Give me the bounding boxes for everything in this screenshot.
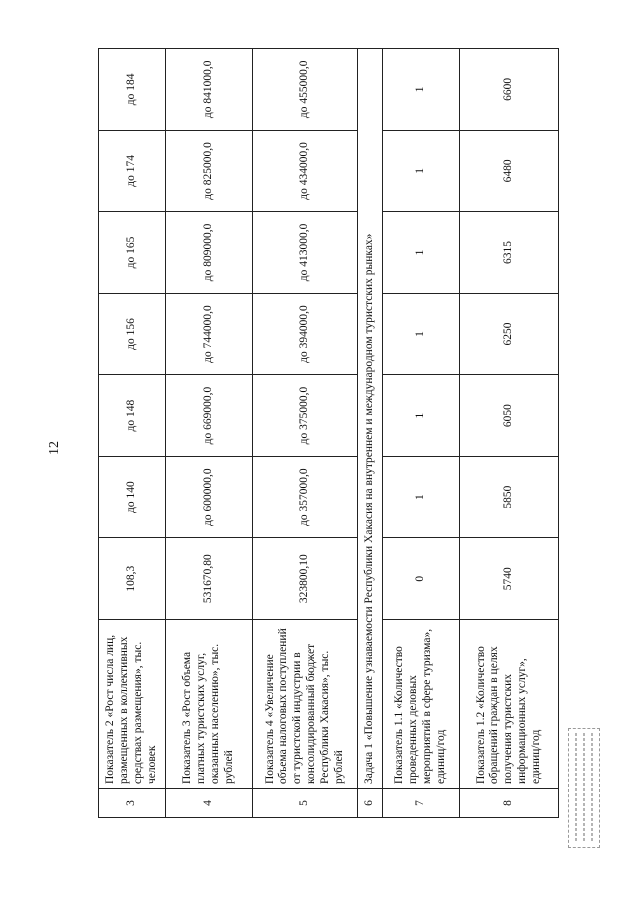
stamp-line (591, 733, 593, 843)
table-row (460, 49, 559, 818)
page-number: 12 (47, 441, 62, 455)
indicators-table (98, 48, 559, 818)
indicator-name: Показатель 1.2 «Количество обращений граждан в целях получения туристских информационных услуг», единиц/год (460, 620, 559, 789)
table-row (383, 49, 460, 818)
value-cell: 6315 (460, 212, 559, 294)
value-cell: до 744000,0 (166, 293, 253, 375)
table-row (253, 49, 358, 818)
value-cell: до 148 (99, 375, 166, 457)
value-cell: до 600000,0 (166, 456, 253, 538)
value-cell: до 357000,0 (253, 456, 358, 538)
row-number: 3 (99, 789, 166, 818)
value-cell: до 455000,0 (253, 49, 358, 131)
value-cell: до 841000,0 (166, 49, 253, 131)
value-cell: до 669000,0 (166, 375, 253, 457)
value-cell: до 165 (99, 212, 166, 294)
stamp-line (583, 733, 585, 843)
value-cell: до 184 (99, 49, 166, 131)
value-cell: до 825000,0 (166, 130, 253, 212)
registration-stamp (568, 728, 600, 848)
table-row-task (358, 49, 383, 818)
table-row (99, 49, 166, 818)
indicators-table-area (98, 48, 548, 818)
task-heading: Задача 1 «Повышение узнаваемости Республики Хакасия на внутреннем и международном туристских рынках» (358, 49, 383, 789)
value-cell: 6600 (460, 49, 559, 131)
row-number: 6 (358, 789, 383, 818)
value-cell: 323800,10 (253, 538, 358, 620)
indicator-name: Показатель 3 «Рост объема платных туристских услуг, оказанных населению», тыс. рублей (166, 620, 253, 789)
value-cell: 1 (383, 375, 460, 457)
value-cell: 531670,80 (166, 538, 253, 620)
stamp-line (575, 733, 577, 843)
value-cell: до 174 (99, 130, 166, 212)
row-number: 5 (253, 789, 358, 818)
value-cell: 1 (383, 456, 460, 538)
value-cell: 108,3 (99, 538, 166, 620)
indicator-name: Показатель 2 «Рост числа лиц, размещенных в коллективных средствах размещения», тыс. человек (99, 620, 166, 789)
value-cell: до 434000,0 (253, 130, 358, 212)
row-number: 4 (166, 789, 253, 818)
value-cell: до 375000,0 (253, 375, 358, 457)
value-cell: до 809000,0 (166, 212, 253, 294)
value-cell: 1 (383, 49, 460, 131)
indicator-name: Показатель 1.1 «Количество проведенных деловых мероприятий в сфере туризма», единиц/год (383, 620, 460, 789)
value-cell: 6050 (460, 375, 559, 457)
value-cell: 0 (383, 538, 460, 620)
row-number: 7 (383, 789, 460, 818)
value-cell: 5850 (460, 456, 559, 538)
table-row (166, 49, 253, 818)
value-cell: до 394000,0 (253, 293, 358, 375)
value-cell: 1 (383, 130, 460, 212)
indicator-name: Показатель 4 «Увеличение объема налоговых поступлений от туристской индустрии в консолидированный бюджет Республики Хакасия», тыс. рублей (253, 620, 358, 789)
value-cell: 6480 (460, 130, 559, 212)
value-cell: 1 (383, 212, 460, 294)
value-cell: до 156 (99, 293, 166, 375)
value-cell: до 413000,0 (253, 212, 358, 294)
value-cell: 5740 (460, 538, 559, 620)
value-cell: до 140 (99, 456, 166, 538)
value-cell: 6250 (460, 293, 559, 375)
row-number: 8 (460, 789, 559, 818)
value-cell: 1 (383, 293, 460, 375)
